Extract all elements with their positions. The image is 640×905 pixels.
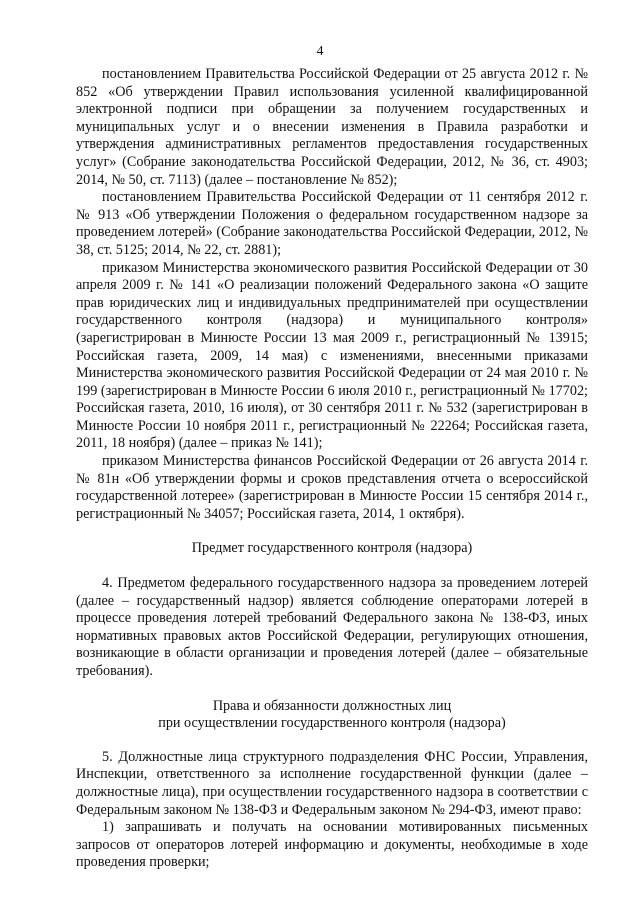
- paragraph-resolution-852: постановлением Правительства Российской Федерации от 25 августа 2012 г. № 852 «Об утверждении Правил использования усиленной квалифицированной электронной подписи при обращении за получением государственных и муниципальных услуг и о внесении изменения в Правила разработки и утверждения административных регламентов предоставления государственных услуг» (Собрание законодательства Российской Федерации, 2012, № 36, ст. 4903; 2014, № 50, ст. 7113) (далее – постановление № 852);: [76, 66, 588, 188]
- spacer: [76, 681, 588, 698]
- paragraph-item-5-1: 1) запрашивать и получать на основании мотивированных письменных запросов от операторов лотерей информацию и документы, необходимые в ходе проведения проверки;: [76, 819, 588, 871]
- paragraph-order-81n: приказом Министерства финансов Российской Федерации от 26 августа 2014 г. № 81н «Об утверждении формы и сроков представления отчета о всероссийской государственной лотерее» (зарегистрирован в Минюсте России 15 сентября 2014 г., регистрационный № 34057; Российская газета, 2014, 1 октября).: [76, 453, 588, 522]
- paragraph-item-4: 4. Предметом федерального государственного надзора за проведением лотерей (далее – государственный надзор) является соблюдение операторами лотерей в процессе проведения лотерей требований Федерального закона № 138-ФЗ, иных нормативных правовых актов Российской Федерации, регулирующих отношения, возникающие в области организации и проведения лотерей (далее – обязательные требования).: [76, 575, 588, 679]
- section-heading-rights-line1: Права и обязанности должностных лиц: [212, 697, 452, 714]
- spacer: [76, 523, 588, 540]
- paragraph-resolution-913: постановлением Правительства Российской Федерации от 11 сентября 2012 г. № 913 «Об утверждении Положения о федеральном государственном надзоре за проведением лотерей» (Собрание законодательства Российской Федерации, 2012, № 38, ст. 5125; 2014, № 22, ст. 2881);: [76, 189, 588, 258]
- document-body: [76, 66, 588, 872]
- spacer: [76, 558, 588, 575]
- section-heading-subject: Предмет государственного контроля (надзора): [191, 540, 473, 557]
- page-number: 4: [316, 44, 324, 59]
- spacer: [76, 733, 588, 749]
- section-heading-rights-line2: при осуществлении государственного контроля (надзора): [158, 715, 506, 732]
- paragraph-item-5: 5. Должностные лица структурного подразделения ФНС России, Управления, Инспекции, ответственного за исполнение государственной функции (далее – должностные лица), при осуществлении государственного надзора в соответствии с Федеральным законом № 138-ФЗ и Федеральным законом № 294-ФЗ, имеют право:: [76, 748, 588, 818]
- paragraph-order-141: приказом Министерства экономического развития Российской Федерации от 30 апреля 2009 г. № 141 «О реализации положений Федерального закона «О защите прав юридических лиц и индивидуальных предпринимателей при осуществлении государственного контроля (надзора) и муниципального контроля» (зарегистрирован в Минюсте России 13 мая 2009 г., регистрационный № 13915; Российская газета, 2009, 14 мая) с изменениями, внесенными приказами Министерства экономического развития Российской Федерации от 24 мая 2010 г. № 199 (зарегистрирован в Минюсте России 6 июля 2010 г., регистрационный № 17702; Российская газета, 2010, 16 июля), от 30 сентября 2011 г. № 532 (зарегистрирован в Минюсте России 10 ноября 2011 г., регистрационный № 22264; Российская газета, 2011, 18 ноября) (далее – приказ № 141);: [76, 259, 588, 452]
